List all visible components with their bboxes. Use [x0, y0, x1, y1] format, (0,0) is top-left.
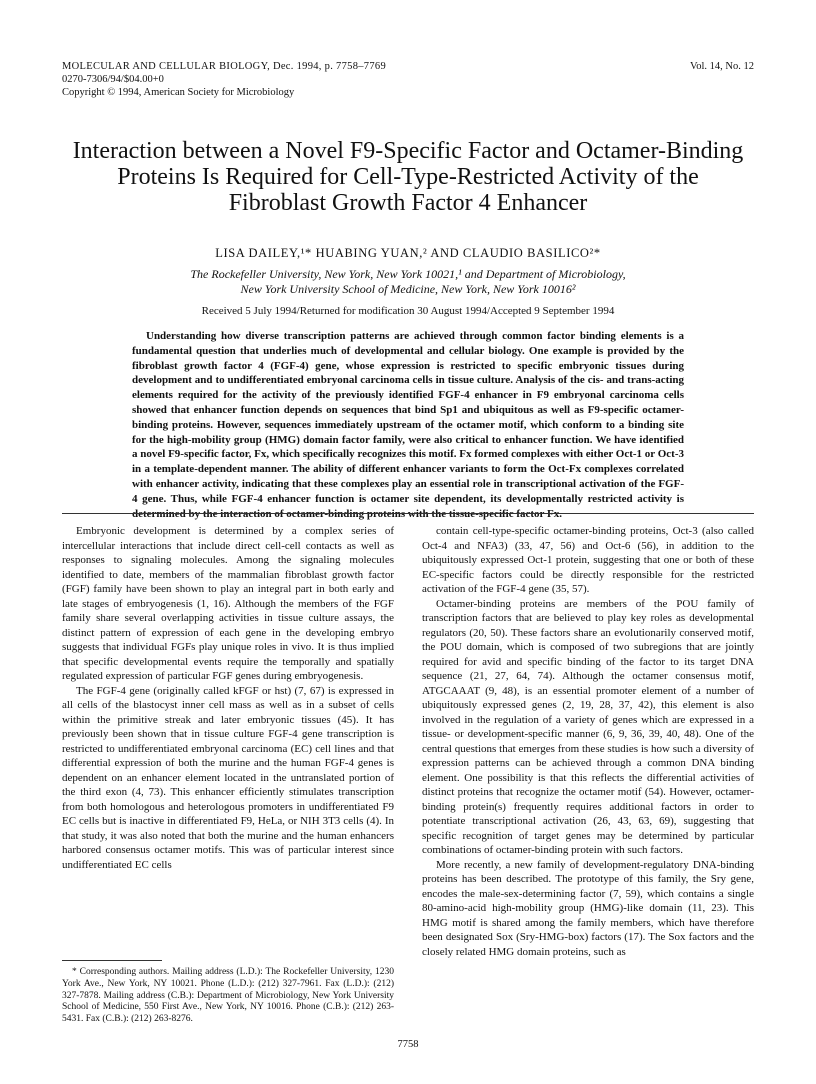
header-left: [62, 60, 582, 99]
corresponding-author-footnote: * Corresponding authors. Mailing address (L.D.): The Rockefeller University, 1230 York Ave., New York, NY 10021. Phone (L.D.): (212) 327-7961. Fax (L.D.): (212) 327-7878. Mailing address (C.B.): Department of Microbiology, New York University School of Medicine, 550 First Ave., New York, NY 10016. Phone (C.B.): (212) 263-5431. Fax (C.B.): (212) 263-8276.: [62, 967, 394, 1025]
body-paragraph: Embryonic development is determined by a complex series of intercellular interactions that include direct cell-cell contacts as well as responses to signaling molecules. Among the signaling molecules identified to date, members of the mammalian fibroblast growth factor (FGF) family have been shown to play an integral part in both early and late stages of embryogenesis (1, 16). Although the members of the FGF family share several overlapping activities in tissue culture assays, the distinct pattern of expression of each gene in the developing embryo suggests that individual FGFs play unique roles in vivo. It is thus implied that specific developmental events require the temporally and spatially regulated expression of particular FGF genes during embryogenesis.: [62, 525, 394, 682]
affiliations: [40, 267, 776, 297]
volume-issue: Vol. 14, No. 12: [690, 61, 754, 72]
left-column: [62, 524, 394, 872]
right-column: [422, 524, 754, 959]
page-number: 7758: [397, 1039, 419, 1050]
footnote-divider: [62, 960, 162, 961]
title-line: Interaction between a Novel F9-Specific Factor and Octamer-Binding: [72, 138, 744, 164]
received-dates: Received 5 July 1994/Returned for modification 30 August 1994/Accepted 9 September 1994: [201, 305, 615, 317]
abstract: Understanding how diverse transcription patterns are achieved through common factor binding elements is a fundamental question that underlies much of developmental and cellular biology. One example is provided by the fibroblast growth factor 4 (FGF-4) gene, whose expression is restricted to specific embryonic tissues during development and to undifferentiated embryonal carcinoma cells in tissue culture. Analysis of the cis- and trans-acting elements required for the activity of the previously identified FGF-4 enhancer in F9 embryonal carcinoma cells showed that enhancer function depends on sequences that bind Sp1 and ubiquitous as well as F9-specific octamer-binding proteins. However, sequences immediately upstream of the octamer motif, which conform to a binding site for the high-mobility group (HMG) domain factor family, were also critical to enhancer function. We have identified a novel F9-specific factor, Fx, which specifically recognizes this motif. Fx formed complexes with either Oct-1 or Oct-3 in a template-dependent manner. The ability of different enhancer variants to form the Oct-Fx complexes correlated with enhancer activity, indicating that these complexes play an essential role in transcriptional activation of the FGF-4 gene. Thus, while FGF-4 enhancer function is octamer site dependent, its developmentally restricted activity is determined by the interaction of octamer-binding proteins with the tissue-specific factor Fx.: [132, 330, 684, 520]
body-paragraph: More recently, a new family of development-regulatory DNA-binding proteins has been described. The prototype of this family, the Sry gene, encodes the male-sex-determining factor (7, 59), which contains a single 80-amino-acid high-mobility group (HMG)-like domain (11, 23). This HMG motif is shared among the family members, which have therefore been designated Sox (Sry-HMG-box) factors (17). The Sox factors and the closely related HMG domain proteins, such as: [422, 858, 754, 958]
affiliation-line: New York University School of Medicine, New York, New York 10016²: [240, 282, 576, 296]
copyright-line: Copyright © 1994, American Society for Microbiology: [62, 87, 295, 98]
journal-code: 0270-7306/94/$04.00+0: [62, 74, 164, 85]
affiliation-line: The Rockefeller University, New York, New York 10021,¹ and Department of Microbiology,: [190, 267, 626, 281]
body-paragraph: Octamer-binding proteins are members of the POU family of transcription factors that are believed to play key roles as developmental regulators (20, 50). These factors share an evolutionarily conserved motif, the POU domain, which is composed of two subregions that are jointly required for avid and specific binding of the factor to its target DNA sequence (21, 27, 64, 74). Although the octamer consensus motif, ATGCAAAT (9, 48), is an essential promoter element of a number of ubiquitously expressed genes (2, 19, 28, 37, 42), this element is also involved in the regulation of a variety of genes which are expressed in a tissue- or development-specific manner (6, 9, 36, 39, 40, 48). One of the central questions that emerges from these studies is how such a diversity of expression patterns can be achieved through a common DNA binding element. One possibility is that this reflects the differential activities of distinct proteins that recognize the octamer motif (54). However, octamer-binding protein(s) frequently requires additional factors in order to potentiate transcriptional activation (26, 43, 63, 69), suggesting that specific recognition of target genes may be determined by particular combinations of octamer-binding protein with such factors.: [422, 597, 754, 856]
body-paragraph: The FGF-4 gene (originally called kFGF or hst) (7, 67) is expressed in all cells of the blastocyst inner cell mass as well as in a subset of cells within the primitive streak and later embryonic tissues (45). It has previously been shown that in tissue culture FGF-4 gene transcription is restricted to undifferentiated embryonal carcinoma (EC) cell lines and that differential expression of both the murine and the human FGF-4 genes is dependent on an enhancer element located in the untranslated portion of the third exon (4, 73). This enhancer efficiently stimulates transcription from both homologous and heterologous promoters in undifferentiated F9 EC cells but is inactive in differentiated F9, HeLa, or NIH 3T3 cells (4). In that study, it was also noted that both the murine and the human enhancers harbored consensus octamer motifs. This was of particular interest since undifferentiated EC cells: [62, 684, 394, 871]
author-list: LISA DAILEY,¹* HUABING YUAN,² AND CLAUDIO BASILICO²*: [215, 246, 601, 260]
journal-citation: MOLECULAR AND CELLULAR BIOLOGY, Dec. 1994, p. 7758–7769: [62, 61, 386, 72]
title-line: Fibroblast Growth Factor 4 Enhancer: [228, 190, 588, 216]
title-line: Proteins Is Required for Cell-Type-Restricted Activity of the: [117, 164, 699, 190]
body-paragraph: contain cell-type-specific octamer-binding proteins, Oct-3 (also called Oct-4 and NFA3) (33, 47, 56) and Oct-6 (56), in addition to the ubiquitously expressed Oct-1 protein, suggesting that one or both of these EC-specific factors could be directly responsible for the restricted activation of the FGF-4 gene (35, 57).: [422, 525, 754, 595]
article-title: [40, 138, 776, 216]
section-divider: [62, 513, 754, 514]
